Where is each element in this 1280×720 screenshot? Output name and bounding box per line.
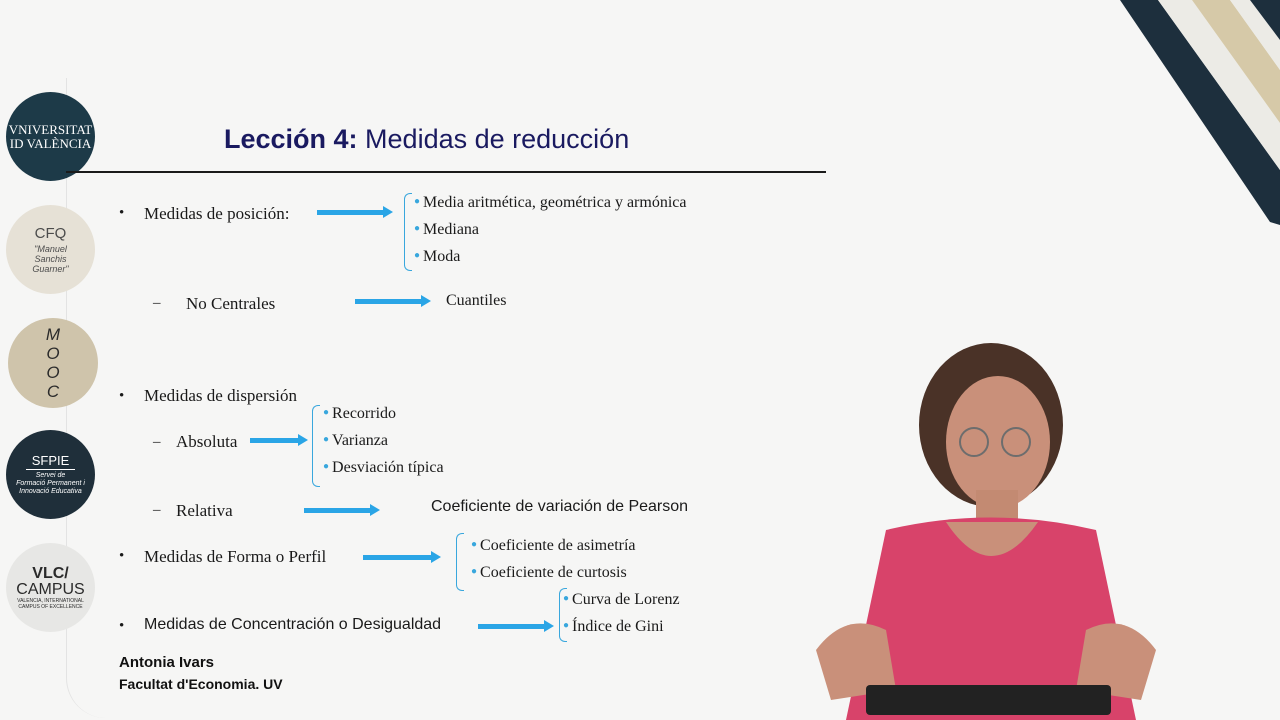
slide-title [224, 124, 629, 155]
mooc-letter: O [46, 344, 60, 363]
bullet-dot-icon: ● [414, 223, 421, 234]
posicion-item-text: Media aritmética, geométrica y armónica [423, 194, 687, 211]
arrow-icon [317, 210, 385, 215]
brace-icon [456, 533, 464, 591]
posicion-item [414, 194, 686, 212]
cfq-line2: Sanchis [34, 254, 67, 264]
bullet: • [119, 388, 125, 404]
concentracion-item [563, 618, 664, 636]
bullet: • [119, 618, 125, 634]
relativa-result: Coeficiente de variación de Pearson [431, 498, 689, 515]
forma-item-text: Coeficiente de curtosis [480, 564, 627, 581]
forma-item [471, 564, 627, 582]
no-centrales-result: Cuantiles [446, 292, 507, 309]
sfpie-logo [6, 430, 95, 519]
bullet-dot-icon: ● [323, 434, 330, 445]
cfq-abbr: CFQ [34, 225, 67, 242]
relativa-label: Relativa [176, 501, 233, 520]
forma-item-text: Coeficiente de asimetría [480, 537, 636, 554]
bullet-dot-icon: ● [323, 461, 330, 472]
absoluta-item [323, 405, 396, 423]
sfpie-line3: Innovació Educativa [19, 488, 82, 495]
arrow-icon [355, 299, 423, 304]
cfq-logo [6, 205, 95, 294]
dash: – [153, 295, 161, 311]
dash: – [153, 434, 161, 450]
bullet: • [119, 205, 125, 221]
absoluta-item [323, 459, 444, 477]
arrow-icon [478, 624, 546, 629]
posicion-item [414, 221, 479, 239]
presenter-name: Antonia Ivars [119, 654, 215, 671]
vlc-line1: VLC/ [32, 564, 69, 582]
concentracion-item [563, 591, 680, 609]
sfpie-line1: Servei de [35, 472, 66, 479]
mooc-logo [8, 318, 98, 408]
bullet-dot-icon: ● [563, 620, 570, 631]
absoluta-item-text: Desviación típica [332, 459, 444, 476]
uv-line2: ID VALÈNCIA [9, 135, 92, 151]
bullet-dot-icon: ● [414, 250, 421, 261]
arrow-icon [304, 508, 372, 513]
concentracion-item-text: Índice de Gini [572, 618, 664, 635]
sfpie-abbr: SFPIE [26, 453, 76, 470]
absoluta-item-text: Recorrido [332, 405, 397, 422]
dash: – [153, 502, 161, 518]
posicion-item-text: Mediana [423, 221, 480, 238]
dispersion-label: Medidas de dispersión [144, 386, 297, 405]
title-bold: Lección 4: [224, 124, 358, 154]
bullet-dot-icon: ● [563, 593, 570, 604]
vlc-line3: VALENCIA, INTERNATIONAL [17, 597, 84, 604]
presenter-video [776, 330, 1196, 720]
mooc-letter: O [46, 363, 60, 382]
absoluta-label: Absoluta [176, 432, 238, 451]
no-centrales-label: No Centrales [186, 294, 276, 313]
mooc-letter: M [45, 325, 61, 344]
vlc-line2: CAMPUS [16, 580, 85, 598]
decorative-stripes [1120, 0, 1280, 230]
bullet-dot-icon: ● [471, 539, 478, 550]
bullet-dot-icon: ● [471, 566, 478, 577]
title-rest: Medidas de reducción [357, 124, 630, 154]
concentracion-label: Medidas de Concentración o Desigualdad [144, 616, 442, 633]
universitat-valencia-logo [6, 92, 95, 181]
brace-icon [312, 405, 320, 487]
cfq-line1: "Manuel [34, 244, 67, 254]
mooc-letter: C [46, 382, 60, 401]
brace-icon [404, 193, 412, 271]
forma-item [471, 537, 636, 555]
sfpie-line2: Formació Permanent i [16, 480, 85, 487]
title-rule [66, 171, 826, 173]
arrow-icon [363, 555, 433, 560]
posicion-item [414, 248, 460, 266]
faculty-name: Facultat d'Economia. UV [119, 676, 283, 692]
vlc-campus-logo [6, 543, 95, 632]
bullet-dot-icon: ● [323, 407, 330, 418]
absoluta-item-text: Varianza [332, 432, 389, 449]
posicion-label: Medidas de posición: [144, 204, 290, 223]
bullet: • [119, 548, 125, 564]
posicion-item-text: Moda [423, 248, 461, 265]
vlc-line4: CAMPUS OF EXCELLENCE [18, 603, 83, 610]
absoluta-item [323, 432, 388, 450]
cfq-line3: Guarner" [32, 264, 69, 274]
forma-label: Medidas de Forma o Perfil [144, 547, 327, 566]
concentracion-item-text: Curva de Lorenz [572, 591, 680, 608]
arrow-icon [250, 438, 300, 443]
uv-line1: VNIVERSITAT [8, 121, 93, 137]
bullet-dot-icon: ● [414, 196, 421, 207]
